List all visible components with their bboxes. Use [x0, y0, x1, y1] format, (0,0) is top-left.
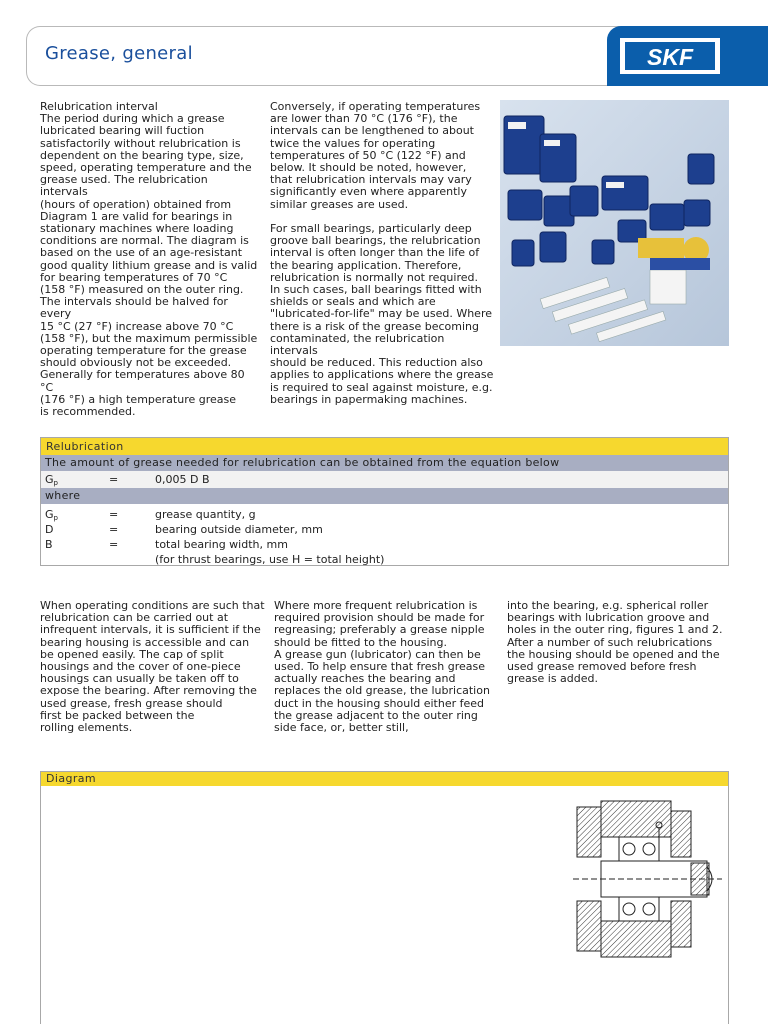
relubrication-table: [40, 437, 729, 566]
row-description: grease quantity, g: [155, 508, 256, 521]
intro-right-text-1: Conversely, if operating temperatures are lower than 70 °C (176 °F), the intervals can be lengthened to about twice the values for operating temperatures of 50 °C (122 °F) and below. It should be noted, however, that relubrication intervals may vary significantly even where apparently similar greases are used.: [270, 100, 481, 211]
row-equals: =: [109, 508, 119, 521]
logo-text: SKF: [647, 44, 693, 70]
equation-symbol: $G_p$: [45, 473, 58, 487]
equation-value: 0,005 D B: [155, 473, 210, 486]
row-equals: =: [109, 523, 119, 536]
intro-left-text: The period during which a grease lubricated bearing will fuction satisfactorily without relubrication is dependent on the bearing type, size, speed, operating temperature and the grease used. The relubrication intervals (hours of operation) obtained from Diagram 1 are valid for bearings in stationary machines where loading conditions are normal. The diagram is based on the use of an age-resistant good quality lithium grease and is valid for bearing temperatures of 70 °C (158 °F) measured on the outer ring. The intervals should be halved for every 15 °C (27 °F) increase above 70 °C (158 °F), but the maximum permissible operating temperature for the grease should obviously not be exceeded. Generally for temperatures above 80 °C (176 °F) a high temperature grease is recommended.: [40, 112, 258, 419]
body-column-3: into the bearing, e.g. spherical roller bearings with lubrication groove and holes in the outer ring, figures 1 and 2. After a number of such relubrications the housing should be opened and the used grease removed before fresh grease is added.: [507, 599, 723, 686]
table-note: (for thrust bearings, use H = total height): [155, 553, 385, 566]
row-symbol: B: [45, 538, 53, 551]
intro-left-column: [40, 101, 258, 418]
skf-logo: [618, 35, 722, 77]
relubrication-description: The amount of grease needed for relubrication can be obtained from the equation below: [41, 455, 728, 471]
intro-right-column: [270, 101, 495, 406]
where-label: where: [41, 488, 728, 504]
row-symbol: $G_p$: [45, 508, 58, 522]
row-symbol: D: [45, 523, 54, 536]
equation-equals: =: [109, 473, 119, 486]
intro-heading: Relubrication interval: [40, 100, 158, 113]
row-equals: =: [109, 538, 119, 551]
page-title: Grease, general: [45, 43, 193, 64]
row-description: bearing outside diameter, mm: [155, 523, 323, 536]
body-column-2: Where more frequent relubrication is required provision should be made for regreasing; preferably a grease nipple should be fitted to the housing. A grease gun (lubricator) can then be used. To help ensure that fresh grease actually reaches the bearing and replaces the old grease, the lubrication duct in the housing should either feed the grease adjacent to the outer ring side face, or, better still,: [274, 599, 490, 735]
equation-row: [41, 471, 728, 488]
diagram-title: Diagram: [41, 772, 728, 786]
grease-products-photo: [500, 100, 729, 346]
relubrication-title: Relubrication: [41, 438, 728, 455]
intro-right-text-2: For small bearings, particularly deep groove ball bearings, the relubrication interval is often longer than the life of the bearing application. Therefore, relubrication is normally not required. In such cases, ball bearings fitted with shields or seals and which are "lubricated-for-life" may be used. Where there is a risk of the grease becoming contaminated, the relubrication intervals should be reduced. This reduction also applies to applications where the grease is required to seal against moisture, e.g. bearings in papermaking machines.: [270, 222, 494, 406]
row-description: total bearing width, mm: [155, 538, 288, 551]
bearing-housing-drawing: [573, 797, 722, 960]
table-note-row: [41, 551, 728, 568]
body-column-1: When operating conditions are such that relubrication can be carried out at infrequent intervals, it is sufficient if the bearing housing is accessible and can be opened easily. The cap of split housings and the cover of one-piece housings can usually be taken off to expose the bearing. After removing the used grease, fresh grease should first be packed between the rolling elements.: [40, 599, 265, 735]
